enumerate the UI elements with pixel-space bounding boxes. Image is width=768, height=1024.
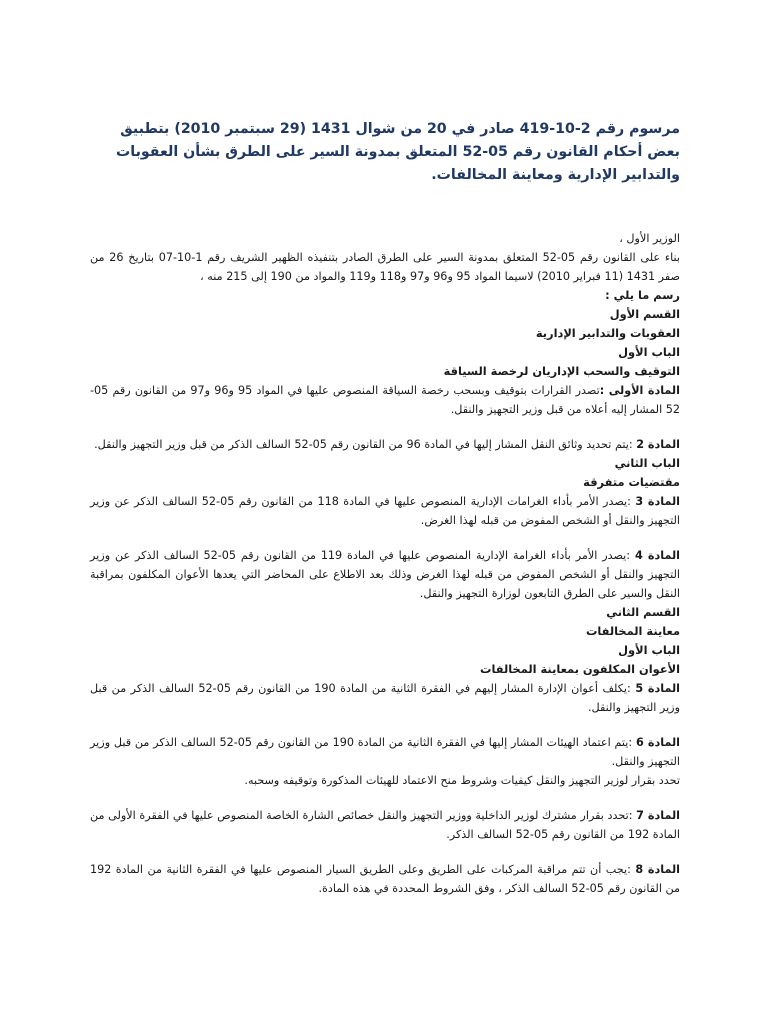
section-2-title: القسم الثاني xyxy=(606,605,680,619)
section-2-subtitle: معاينة المخالفات xyxy=(585,624,680,638)
article-4 xyxy=(90,546,680,603)
article-8-label: المادة 8 xyxy=(635,863,681,876)
article-6 xyxy=(90,733,680,771)
document-body xyxy=(90,229,680,898)
article-6-text: :يتم اعتماد الهيئات المشار إليها في الفقرة الثانية من المادة 190 من القانون رقم 05-52 السالف الذكر من قبل وزير التجهيز والنقل. xyxy=(90,736,680,768)
article-1-text: تصدر القرارات بتوقيف وبسحب رخصة السياقة المنصوص عليها في المواد 95 و96 و97 من القانون رقم 05-52 المشار إليه أعلاه من قبل وزير التجهيز والنقل. xyxy=(90,384,680,416)
article-8 xyxy=(90,860,680,898)
section-1-chapter-2-subtitle: مقتضيات متفرقة xyxy=(583,475,680,489)
document-title: مرسوم رقم 2-10-419 صادر في 20 من شوال 1431 (29 سبتمبر 2010) بتطبيق بعض أحكام القانون رقم 05-52 المتعلق بمدونة السير على الطرق بشأن العقوبات والتدابير الإدارية ومعاينة المخالفات. xyxy=(115,121,680,183)
section-1-chapter-1-subtitle: التوقيف والسحب الإداريان لرخصة السياقة xyxy=(443,364,680,378)
section-1-chapter-2-title: الباب الثاني xyxy=(614,456,680,470)
article-3-text: :يصدر الأمر بأداء الغرامات الإدارية المنصوص عليها في المادة 118 من القانون رقم 05-52 السالف الذكر عن وزير التجهيز والنقل أو الشخص المفوض من قبله لهذا الغرض. xyxy=(90,495,680,527)
article-2-text: :يتم تحديد وثائق النقل المشار إليها في المادة 96 من القانون رقم 05-52 السالف الذكر من قبل وزير التجهيز والنقل. xyxy=(94,438,633,451)
article-4-label: المادة 4 xyxy=(634,549,681,562)
article-2 xyxy=(90,435,680,454)
article-1-label: المادة الأولى : xyxy=(599,384,680,397)
article-7 xyxy=(90,806,680,844)
preamble-minister: الوزير الأول ، xyxy=(619,232,680,245)
article-5-label: المادة 5 xyxy=(635,682,681,695)
section-2-chapter-1-subtitle: الأعوان المكلفون بمعاينة المخالفات xyxy=(480,662,680,676)
preamble-basis: بناء على القانون رقم 05-52 المتعلق بمدونة السير على الطرق الصادر بتنفيذه الظهير الشريف رقم 1-10-07 بتاريخ 26 من صفر 1431 (11 فبراير 2010) لاسيما المواد 95 و96 و97 و118 و119 والمواد من 190 إلى 215 منه ، xyxy=(90,251,680,283)
article-4-text: :يصدر الأمر بأداء الغرامة الإدارية المنصوص عليها في المادة 119 من القانون رقم 05-52 السالف الذكر عن وزير التجهيز والنقل أو الشخص المفوض من قبله لهذا الغرض وذلك بعد الاطلاع على المحاضر التي يعدها الأعوان المكلفون بمراقبة النقل والسير على الطرق التابعون لوزارة التجهيز والنقل. xyxy=(90,549,680,600)
article-8-text: :يجب أن تتم مراقبة المركبات على الطريق وعلى الطريق السيار المنصوص عليها في الفقرة الثانية من المادة 192 من القانون رقم 05-52 السالف الذكر ، وفق الشروط المحددة في هذه المادة. xyxy=(90,863,680,895)
article-1 xyxy=(90,381,680,419)
section-1-subtitle: العقوبات والتدابير الإدارية xyxy=(535,326,680,340)
section-1-title: القسم الأول xyxy=(609,307,680,321)
decree-intro: رسم ما يلي : xyxy=(605,288,680,302)
article-5 xyxy=(90,679,680,717)
article-3-label: المادة 3 xyxy=(635,495,681,508)
section-1-chapter-1-title: الباب الأول xyxy=(618,345,680,359)
article-6-extra: تحدد بقرار لوزير التجهيز والنقل كيفيات وشروط منح الاعتماد للهيئات المذكورة وتوقيفه وسحبه. xyxy=(244,774,680,787)
article-3 xyxy=(90,492,680,530)
article-7-text: :تحدد بقرار مشترك لوزير الداخلية ووزير التجهيز والنقل خصائص الشارة الخاصة المنصوص عليها في الفقرة الأولى من المادة 192 من القانون رقم 05-52 السالف الذكر. xyxy=(90,809,680,841)
article-5-text: :يكلف أعوان الإدارة المشار إليهم في الفقرة الثانية من المادة 190 من القانون رقم 05-52 السالف الذكر من قبل وزير التجهيز والنقل. xyxy=(90,682,680,714)
section-2-chapter-1-title: الباب الأول xyxy=(618,643,680,657)
article-7-label: المادة 7 xyxy=(636,809,680,822)
article-6-label: المادة 6 xyxy=(636,736,681,749)
article-2-label: المادة 2 xyxy=(636,438,680,451)
